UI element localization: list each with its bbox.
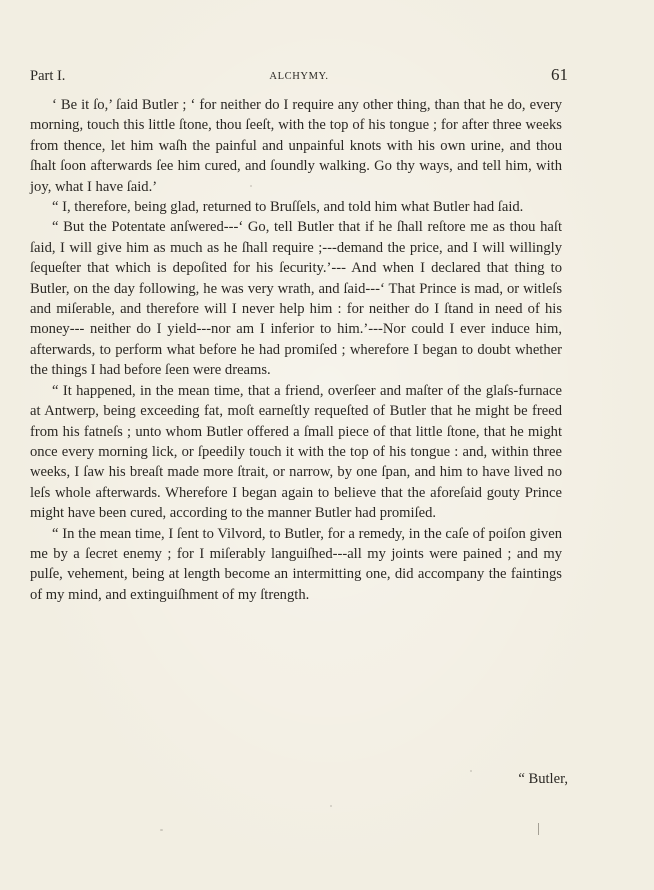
paragraph-2: “ I, therefore, being glad, returned to Bruſſels, and told him what Butler had ſaid. bbox=[52, 199, 524, 216]
paragraph-4: “ It happened, in the mean time, that a friend, overſeer and maſter of the glaſs-furnace at Antwerp, being exceeding fat, moſt earneſtly requeſted of Butler that he might be freed from his fatneſs ; unto whom Butler offered a ſmall piece of that little ſtone, that he might once every morning lick, or ſpeedily touch it with the top of his tongue : and, within three weeks, I ſaw his breaſt made more ſtrait, or narrow, by one ſpan, and him to have lived no leſs whole afterwards. Wherefore I began again to believe that the aforeſaid gouty Prince might have been cured, according to the manner Butler had promiſed. bbox=[30, 382, 562, 522]
body-text bbox=[30, 95, 562, 605]
running-head bbox=[30, 65, 568, 88]
part-label: Part I. bbox=[30, 68, 66, 84]
paper-speck bbox=[250, 185, 252, 187]
running-title: ALCHYMY. bbox=[269, 71, 329, 82]
paragraph-5: “ In the mean time, I ſent to Vilvord, to Butler, for a remedy, in the caſe of poiſon given me by a ſecret enemy ; for I miſerably languiſhed---all my joints were pained ; and my pulſe, vehement, being at length become an intermitting one, did accompany the faintings of my mind, and extinguiſhment of my ſtrength. bbox=[30, 525, 562, 603]
paper-speck bbox=[470, 770, 472, 772]
paper-speck bbox=[160, 829, 163, 831]
page-number: 61 bbox=[551, 65, 568, 84]
paragraph-1: ‘ Be it ſo,’ ſaid Butler ; ‘ for neither do I require any other thing, than that he do, every morning, touch this little ſtone, thou ſeeſt, with the top of his tongue ; for after three weeks from thence, let him waſh the painful and unpainful knots with his own urine, and thou ſhalt ſoon afterwards ſee him cured, and ſoundly walking. Go thy ways, and tell him, with joy, what I have ſaid.’ bbox=[30, 97, 562, 195]
catchword: “ Butler, bbox=[518, 771, 568, 787]
paper-mark bbox=[538, 823, 539, 835]
paragraph-3: “ But the Potentate anſwered---‘ Go, tell Butler that if he ſhall reſtore me as thou haſt ſaid, I will give him as much as he ſhall require ;---demand the price, and I will willingly ſequeſter that which is depoſited for his ſecurity.’--- And when I declared that thing to Butler, on the day following, he was very wrath, and ſaid---‘ That Prince is mad, or witleſs and miſerable, and therefore will I never help him : for neither do I ſtand in need of his money--- neither do I yield---nor am I inferior to him.’---Nor could I ever induce him, afterwards, to perform what before he had promiſed ; wherefore I began to doubt whether the things I had before ſeen were dreams. bbox=[30, 219, 562, 379]
paper-speck bbox=[330, 805, 332, 807]
